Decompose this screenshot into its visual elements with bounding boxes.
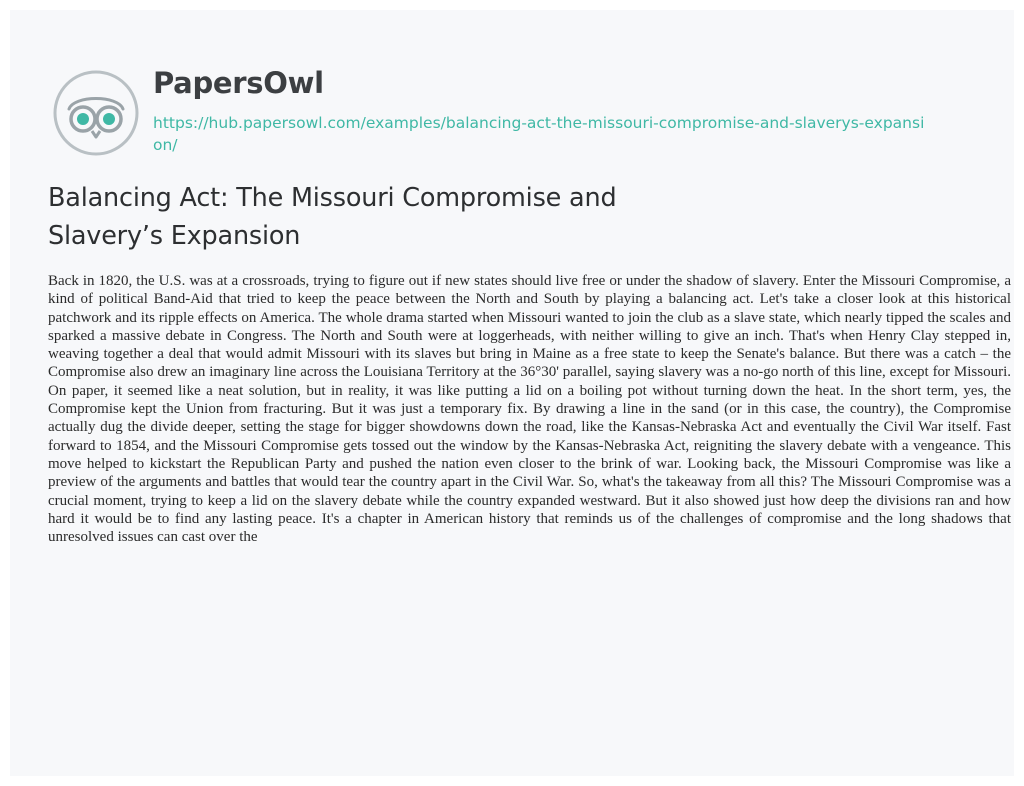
essay-body: Back in 1820, the U.S. was at a crossroads, trying to figure out if new states should live free or under the shadow of slavery. Enter the Missouri Compromise, a kind of political Band-Aid that tried to keep the peace between the North and South by playing a balancing act. Let's take a closer look at this historical patchwork and its ripple effects on America. The whole drama started when Missouri wanted to join the club as a slave state, which nearly tipped the scales and sparked a massive debate in Congress. The North and South were at loggerheads, with neither willing to give an inch. That's when Henry Clay stepped in, weaving together a deal that would admit Missouri with its slaves but bring in Maine as a free state to keep the Senate's balance. But there was a catch – the Compromise also drew an imaginary line across the Louisiana Territory at the 36°30' parallel, saying slavery was a no-go north of this line, except for Missouri. On paper, it seemed like a neat solution, but in reality, it was like putting a lid on a boiling pot without turning down the heat. In the short term, yes, the Compromise kept the Union from fracturing. But it was just a temporary fix. By drawing a line in the sand (or in this case, the country), the Compromise actually dug the divide deeper, setting the stage for bigger showdowns down the road, like the Kansas-Nebraska Act and eventually the Civil War itself. Fast forward to 1854, and the Missouri Compromise gets tossed out the window by the Kansas-Nebraska Act, reigniting the slavery debate with a vengeance. This move helped to kickstart the Republican Party and pushed the nation even closer to the brink of war. Looking back, the Missouri Compromise was like a preview of the arguments and battles that would tear the country apart in the Civil War. So, what's the takeaway from all this? The Missouri Compromise was a crucial moment, trying to keep a lid on the slavery debate while the country expanded westward. But it also showed just how deep the divisions ran and how hard it would be to find any lasting peace. It's a chapter in American history that reminds us of the challenges of compromise and the long shadows that unresolved issues can cast over the	[48, 273, 1011, 546]
owl-eyes-icon	[52, 69, 140, 157]
brand-name: PapersOwl	[153, 66, 324, 100]
page-header	[52, 59, 952, 169]
essay-title: Balancing Act: The Missouri Compromise and Slavery’s Expansion	[48, 183, 617, 251]
source-url-link[interactable]: https://hub.papersowl.com/examples/balancing-act-the-missouri-compromise-and-slaverys-expansion/	[153, 114, 925, 154]
document-page	[10, 10, 1014, 776]
